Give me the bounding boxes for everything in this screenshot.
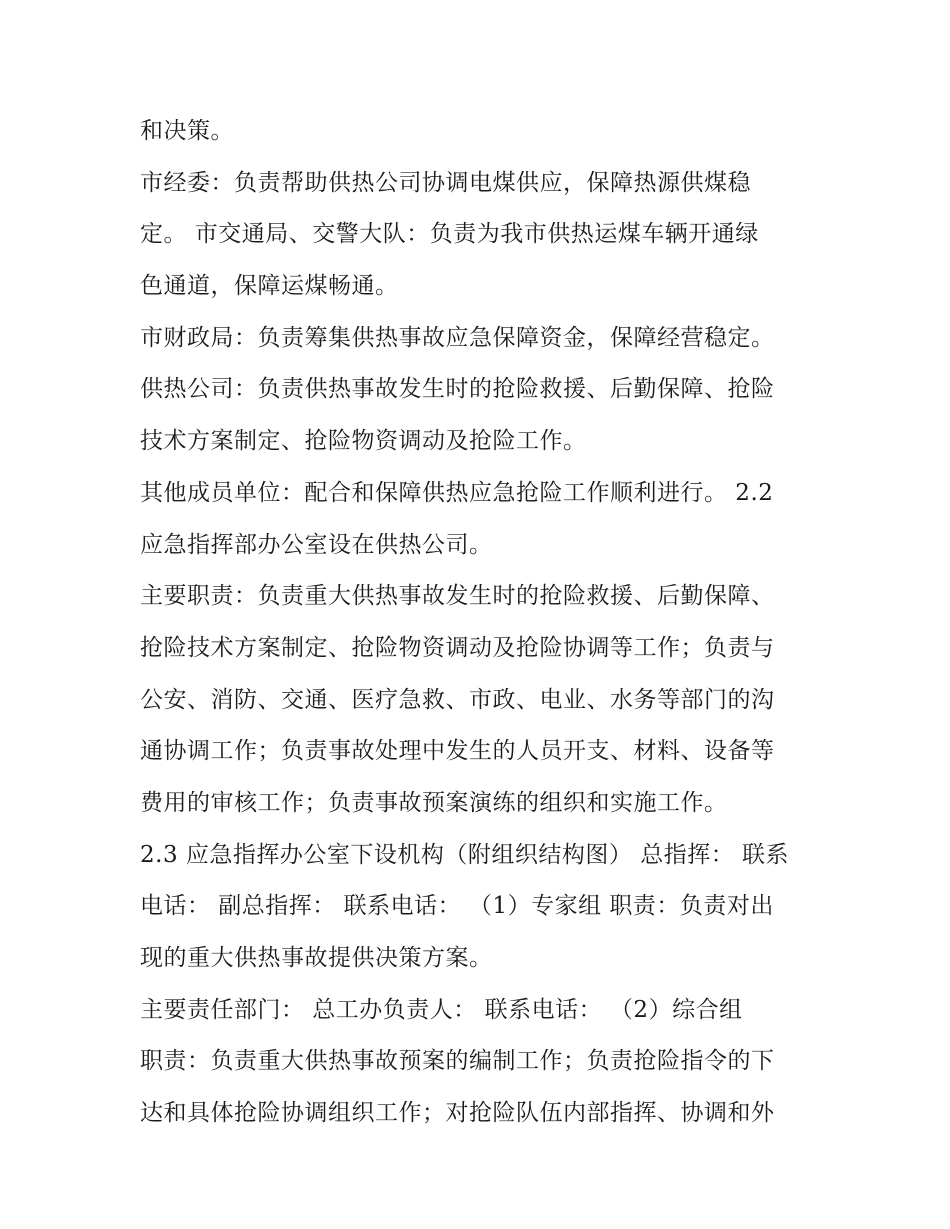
text-line: 通协调工作；负责事故处理中发生的人员开支、材料、设备等 bbox=[140, 738, 775, 765]
text-line: 市财政局：负责筹集供热事故应急保障资金，保障经营稳定。 bbox=[140, 324, 775, 351]
text-line: 现的重大供热事故提供决策方案。 bbox=[140, 945, 493, 971]
text-line: 供热公司：负责供热事故发生时的抢险救援、后勤保障、抢险 bbox=[140, 376, 775, 403]
text-line: 公安、消防、交通、医疗急救、市政、电业、水务等部门的沟 bbox=[140, 686, 775, 713]
text-line: 职责：负责重大供热事故预案的编制工作；负责抢险指令的下 bbox=[140, 1048, 775, 1075]
text-line: 市经委：负责帮助供热公司协调电煤供应，保障热源供煤稳 bbox=[140, 169, 751, 196]
text-line: 电话： 副总指挥： 联系电话： （1）专家组 职责：负责对出 bbox=[140, 893, 774, 920]
text-line: 应急指挥部办公室设在供热公司。 bbox=[140, 531, 493, 558]
text-line: 和决策。 bbox=[140, 118, 234, 144]
text-line: 达和具体抢险协调组织工作；对抢险队伍内部指挥、协调和外 bbox=[140, 1100, 775, 1127]
text-line: 费用的审核工作；负责事故预案演练的组织和实施工作。 bbox=[140, 789, 728, 816]
document-body bbox=[140, 106, 820, 1140]
text-line: 主要职责：负责重大供热事故发生时的抢险救援、后勤保障、 bbox=[140, 583, 775, 610]
text-line: 主要责任部门： 总工办负责人： 联系电话： （2）综合组 bbox=[140, 996, 743, 1023]
text-line: 其他成员单位：配合和保障供热应急抢险工作顺利进行。 2.2 bbox=[140, 479, 774, 506]
text-line: 抢险技术方案制定、抢险物资调动及抢险协调等工作；负责与 bbox=[140, 634, 775, 661]
text-line: 定。 市交通局、交警大队：负责为我市供热运煤车辆开通绿 bbox=[140, 221, 759, 248]
text-line: 2.3 应急指挥办公室下设机构（附组织结构图） 总指挥： 联系 bbox=[140, 841, 790, 868]
text-line: 色通道，保障运煤畅通。 bbox=[140, 273, 399, 300]
text-line: 技术方案制定、抢险物资调动及抢险工作。 bbox=[140, 428, 587, 455]
